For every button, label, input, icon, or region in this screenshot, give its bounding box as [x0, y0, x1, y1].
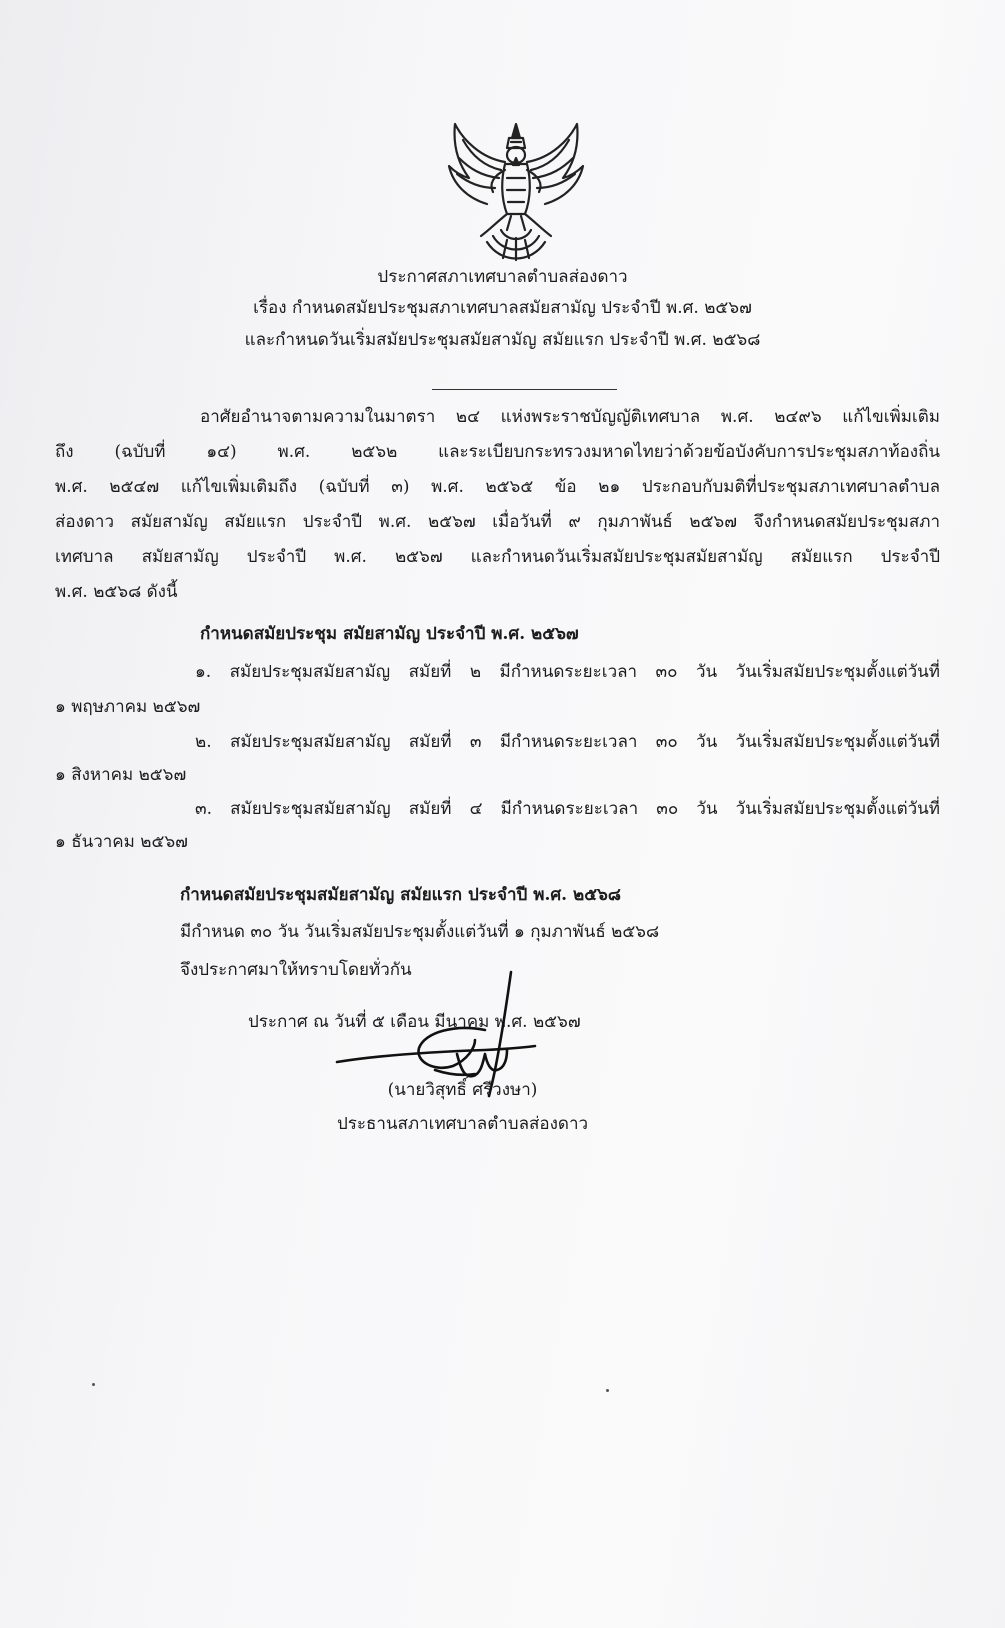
preamble-line-2: ถึง (ฉบับที่ ๑๔) พ.ศ. ๒๕๖๒ และระเบียบกระทรวงมหาดไทยว่าด้วยข้อบังคับการประชุมสภาท้องถิ่น	[55, 442, 940, 462]
subject-line-2: และกำหนดวันเริ่มสมัยประชุมสมัยสามัญ สมัยแรก ประจำปี พ.ศ. ๒๕๖๘	[244, 330, 761, 350]
section2-text: มีกำหนด ๓๐ วัน วันเริ่มสมัยประชุมตั้งแต่วันที่ ๑ กุมภาพันธ์ ๒๕๖๘	[180, 922, 660, 942]
signer-name: (นายวิสุทธิ์ ศรีวงษา)	[387, 1080, 538, 1100]
item-2-line-1: ๒. สมัยประชุมสมัยสามัญ สมัยที่ ๓ มีกำหนดระยะเวลา ๓๐ วัน วันเริ่มสมัยประชุมตั้งแต่วันที่	[195, 732, 940, 752]
item-1-line-2: ๑ พฤษภาคม ๒๕๖๗	[55, 697, 201, 717]
subject-line-1: เรื่อง กำหนดสมัยประชุมสภาเทศบาลสมัยสามัญ ประจำปี พ.ศ. ๒๕๖๗	[253, 298, 752, 318]
preamble-line-5: เทศบาล สมัยสามัญ ประจำปี พ.ศ. ๒๕๖๗ และกำหนดวันเริ่มสมัยประชุมสมัยสามัญ สมัยแรก ประจำปี	[55, 547, 940, 567]
item-3-line-1: ๓. สมัยประชุมสมัยสามัญ สมัยที่ ๔ มีกำหนดระยะเวลา ๓๐ วัน วันเริ่มสมัยประชุมตั้งแต่วันที่	[195, 799, 940, 819]
item-1-line-1: ๑. สมัยประชุมสมัยสามัญ สมัยที่ ๒ มีกำหนดระยะเวลา ๓๐ วัน วันเริ่มสมัยประชุมตั้งแต่วันที่	[195, 662, 940, 682]
paper-speck	[92, 1383, 95, 1386]
title-divider	[432, 389, 617, 390]
preamble-line-1: อาศัยอำนาจตามความในมาตรา ๒๔ แห่งพระราชบัญญัติเทศบาล พ.ศ. ๒๔๙๖ แก้ไขเพิ่มเติม	[200, 407, 940, 427]
announcement-title: ประกาศสภาเทศบาลตำบลส่องดาว	[377, 267, 628, 287]
announcement-date: ประกาศ ณ วันที่ ๕ เดือน มีนาคม พ.ศ. ๒๕๖๗	[248, 1012, 581, 1032]
item-2-line-2: ๑ สิงหาคม ๒๕๖๗	[55, 765, 187, 785]
closing-statement: จึงประกาศมาให้ทราบโดยทั่วกัน	[180, 960, 412, 980]
signer-position: ประธานสภาเทศบาลตำบลส่องดาว	[336, 1114, 589, 1134]
preamble-line-4: ส่องดาว สมัยสามัญ สมัยแรก ประจำปี พ.ศ. ๒๕๖๗ เมื่อวันที่ ๙ กุมภาพันธ์ ๒๕๖๗ จึงกำหนดสมัยประชุมสภา	[55, 512, 940, 532]
garuda-emblem	[441, 118, 591, 268]
preamble-line-3: พ.ศ. ๒๕๔๗ แก้ไขเพิ่มเติมถึง (ฉบับที่ ๓) พ.ศ. ๒๕๖๕ ข้อ ๒๑ ประกอบกับมติที่ประชุมสภาเทศบาลตำบล	[55, 477, 940, 497]
paper-speck	[606, 1389, 609, 1392]
item-3-line-2: ๑ ธันวาคม ๒๕๖๗	[55, 832, 188, 852]
section2-heading: กำหนดสมัยประชุมสมัยสามัญ สมัยแรก ประจำปี พ.ศ. ๒๕๖๘	[180, 885, 621, 905]
section1-heading: กำหนดสมัยประชุม สมัยสามัญ ประจำปี พ.ศ. ๒๕๖๗	[200, 624, 579, 644]
preamble-line-6: พ.ศ. ๒๕๖๘ ดังนี้	[55, 582, 178, 602]
